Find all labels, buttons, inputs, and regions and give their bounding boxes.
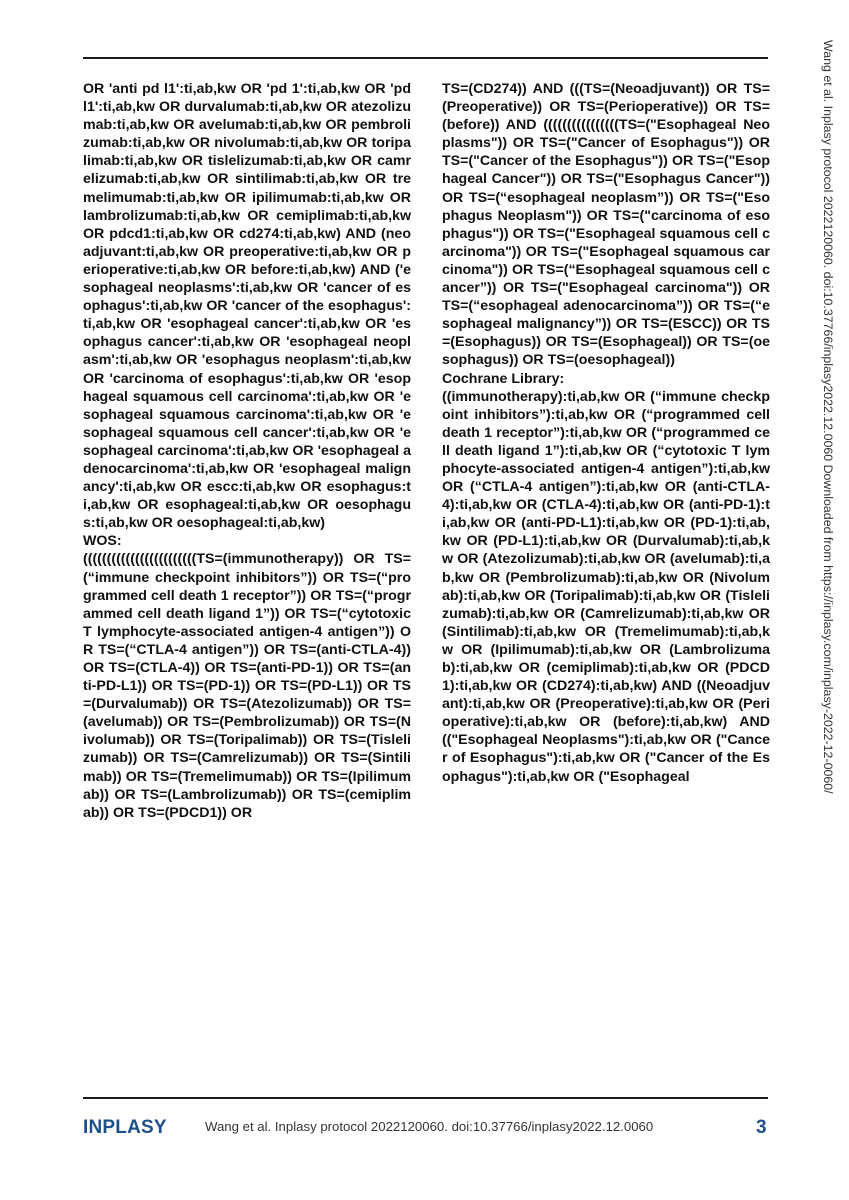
right-column xyxy=(442,80,770,786)
page-number: 3 xyxy=(756,1117,767,1138)
top-rule xyxy=(83,57,768,59)
download-notice: Wang et al. Inplasy protocol 2022120060. doi:10.37766/inplasy2022.12.0060 Downloaded from https://inplasy.com/inplasy-2022-12-0060/ xyxy=(821,40,835,794)
wos-query: ((((((((((((((((((((((((TS=(immunotherapy)) OR TS=(“immune checkpoint inhibitors”)) OR TS=(“programmed cell death 1 receptor”)) OR TS=(“programmed cell death ligand 1”)) OR TS=(“cytotoxic T lymphocyte-associated antigen-4 antigen”)) OR TS=(“CTLA-4 antigen”)) OR TS=(anti-CTLA-4)) OR TS=(CTLA-4)) OR TS=(anti-PD-1)) OR TS=(anti-PD-L1)) OR TS=(PD-1)) OR TS=(PD-L1)) OR TS=(Durvalumab)) OR TS=(Atezolizumab)) OR TS=(avelumab)) OR TS=(Pembrolizumab)) OR TS=(Nivolumab)) OR TS=(Toripalimab)) OR TS=(Tislelizumab)) OR TS=(Camrelizumab)) OR TS=(Sintilimab)) OR TS=(Tremelimumab)) OR TS=(Ipilimumab)) OR TS=(Lambrolizumab)) OR TS=(cemiplimab)) OR TS=(PDCD1)) OR xyxy=(83,551,411,821)
cochrane-query: ((immunotherapy):ti,ab,kw OR (“immune checkpoint inhibitors”):ti,ab,kw OR (“programmed cell death 1 receptor”):ti,ab,kw OR (“programmed cell death ligand 1”):ti,ab,kw OR (“cytotoxic T lymphocyte-associated antigen-4 antigen”):ti,ab,kw OR (“CTLA-4 antigen”):ti,ab,kw OR (anti-CTLA-4):ti,ab,kw OR (CTLA-4):ti,ab,kw OR (anti-PD-1):ti,ab,kw OR (anti-PD-L1):ti,ab,kw OR (PD-1):ti,ab,kw OR (PD-L1):ti,ab,kw OR (Durvalumab):ti,ab,kw OR (Atezolizumab):ti,ab,kw OR (avelumab):ti,ab,kw OR (Pembrolizumab):ti,ab,kw OR (Nivolumab):ti,ab,kw OR (Toripalimab):ti,ab,kw OR (Tislelizumab):ti,ab,kw OR (Camrelizumab):ti,ab,kw OR (Sintilimab):ti,ab,kw OR (Tremelimumab):ti,ab,kw OR (Ipilimumab):ti,ab,kw OR (Lambrolizumab):ti,ab,kw OR (cemiplimab):ti,ab,kw OR (PDCD1):ti,ab,kw OR (CD274):ti,ab,kw) AND ((Neoadjuvant):ti,ab,kw OR (Preoperative):ti,ab,kw OR (Perioperative):ti,ab,kw OR (before):ti,ab,kw) AND (("Esophageal Neoplasms"):ti,ab,kw OR ("Cancer of Esophagus"):ti,ab,kw OR ("Cancer of the Esophagus"):ti,ab,kw OR ("Esophageal xyxy=(442,388,770,785)
footer-brand-logo: INPLASY xyxy=(83,1117,167,1138)
embase-query-continued: OR 'anti pd l1':ti,ab,kw OR 'pd 1':ti,ab,kw OR 'pd l1':ti,ab,kw OR durvalumab:ti,ab,kw OR atezolizumab:ti,ab,kw OR avelumab:ti,ab,kw OR pembrolizumab:ti,ab,kw OR nivolumab:ti,ab,kw OR toripalimab:ti,ab,kw OR tislelizumab:ti,ab,kw OR camrelizumab:ti,ab,kw OR sintilimab:ti,ab,kw OR tremelimumab:ti,ab,kw OR ipilimumab:ti,ab,kw OR lambrolizumab:ti,ab,kw OR cemiplimab:ti,ab,kw OR pdcd1:ti,ab,kw OR cd274:ti,ab,kw) AND (neoadjuvant:ti,ab,kw OR preoperative:ti,ab,kw OR perioperative:ti,ab,kw OR before:ti,ab,kw) AND ('esophageal neoplasms':ti,ab,kw OR 'cancer of esophagus':ti,ab,kw OR 'cancer of the esophagus':ti,ab,kw OR 'esophageal cancer':ti,ab,kw OR 'esophagus cancer':ti,ab,kw OR 'esophageal neoplasm':ti,ab,kw OR 'esophagus neoplasm':ti,ab,kw OR 'carcinoma of esophagus':ti,ab,kw OR 'esophageal squamous cell carcinoma':ti,ab,kw OR 'esophageal squamous carcinoma':ti,ab,kw OR 'esophageal squamous cell cancer':ti,ab,kw OR 'esophageal carcinoma':ti,ab,kw OR 'esophageal adenocarcinoma':ti,ab,kw OR 'esophageal malignancy':ti,ab,kw OR escc:ti,ab,kw OR esophagus:ti,ab,kw OR esophageal:ti,ab,kw OR oesophagus:ti,ab,kw OR oesophageal:ti,ab,kw) xyxy=(83,81,411,532)
wos-query-continued: TS=(CD274)) AND (((TS=(Neoadjuvant)) OR TS=(Preoperative)) OR TS=(Perioperative)) OR TS=(before)) AND ((((((((((((((((TS=("Esophageal Neoplasms")) OR TS=("Cancer of Esophagus")) OR TS=("Cancer of the Esophagus")) OR TS=("Esophageal Cancer")) OR TS=("Esophagus Cancer")) OR TS=(“esophageal neoplasm”)) OR TS=("Esophagus Neoplasm")) OR TS=("carcinoma of esophagus")) OR TS=("Esophageal squamous cell carcinoma")) OR TS=("Esophageal squamous carcinoma")) OR TS=(“Esophageal squamous cell cancer”)) OR TS=("Esophageal carcinoma")) OR TS=(“esophageal adenocarcinoma”)) OR TS=(“esophageal malignancy”)) OR TS=(ESCC)) OR TS=(Esophagus)) OR TS=(Esophageal)) OR TS=(oesophagus)) OR TS=(oesophageal)) xyxy=(442,81,770,369)
cochrane-heading: Cochrane Library: xyxy=(442,370,565,387)
wos-heading: WOS: xyxy=(83,533,122,550)
footer-citation: Wang et al. Inplasy protocol 2022120060. doi:10.37766/inplasy2022.12.0060 xyxy=(205,1119,654,1134)
left-column xyxy=(83,80,411,822)
bottom-rule xyxy=(83,1097,768,1099)
